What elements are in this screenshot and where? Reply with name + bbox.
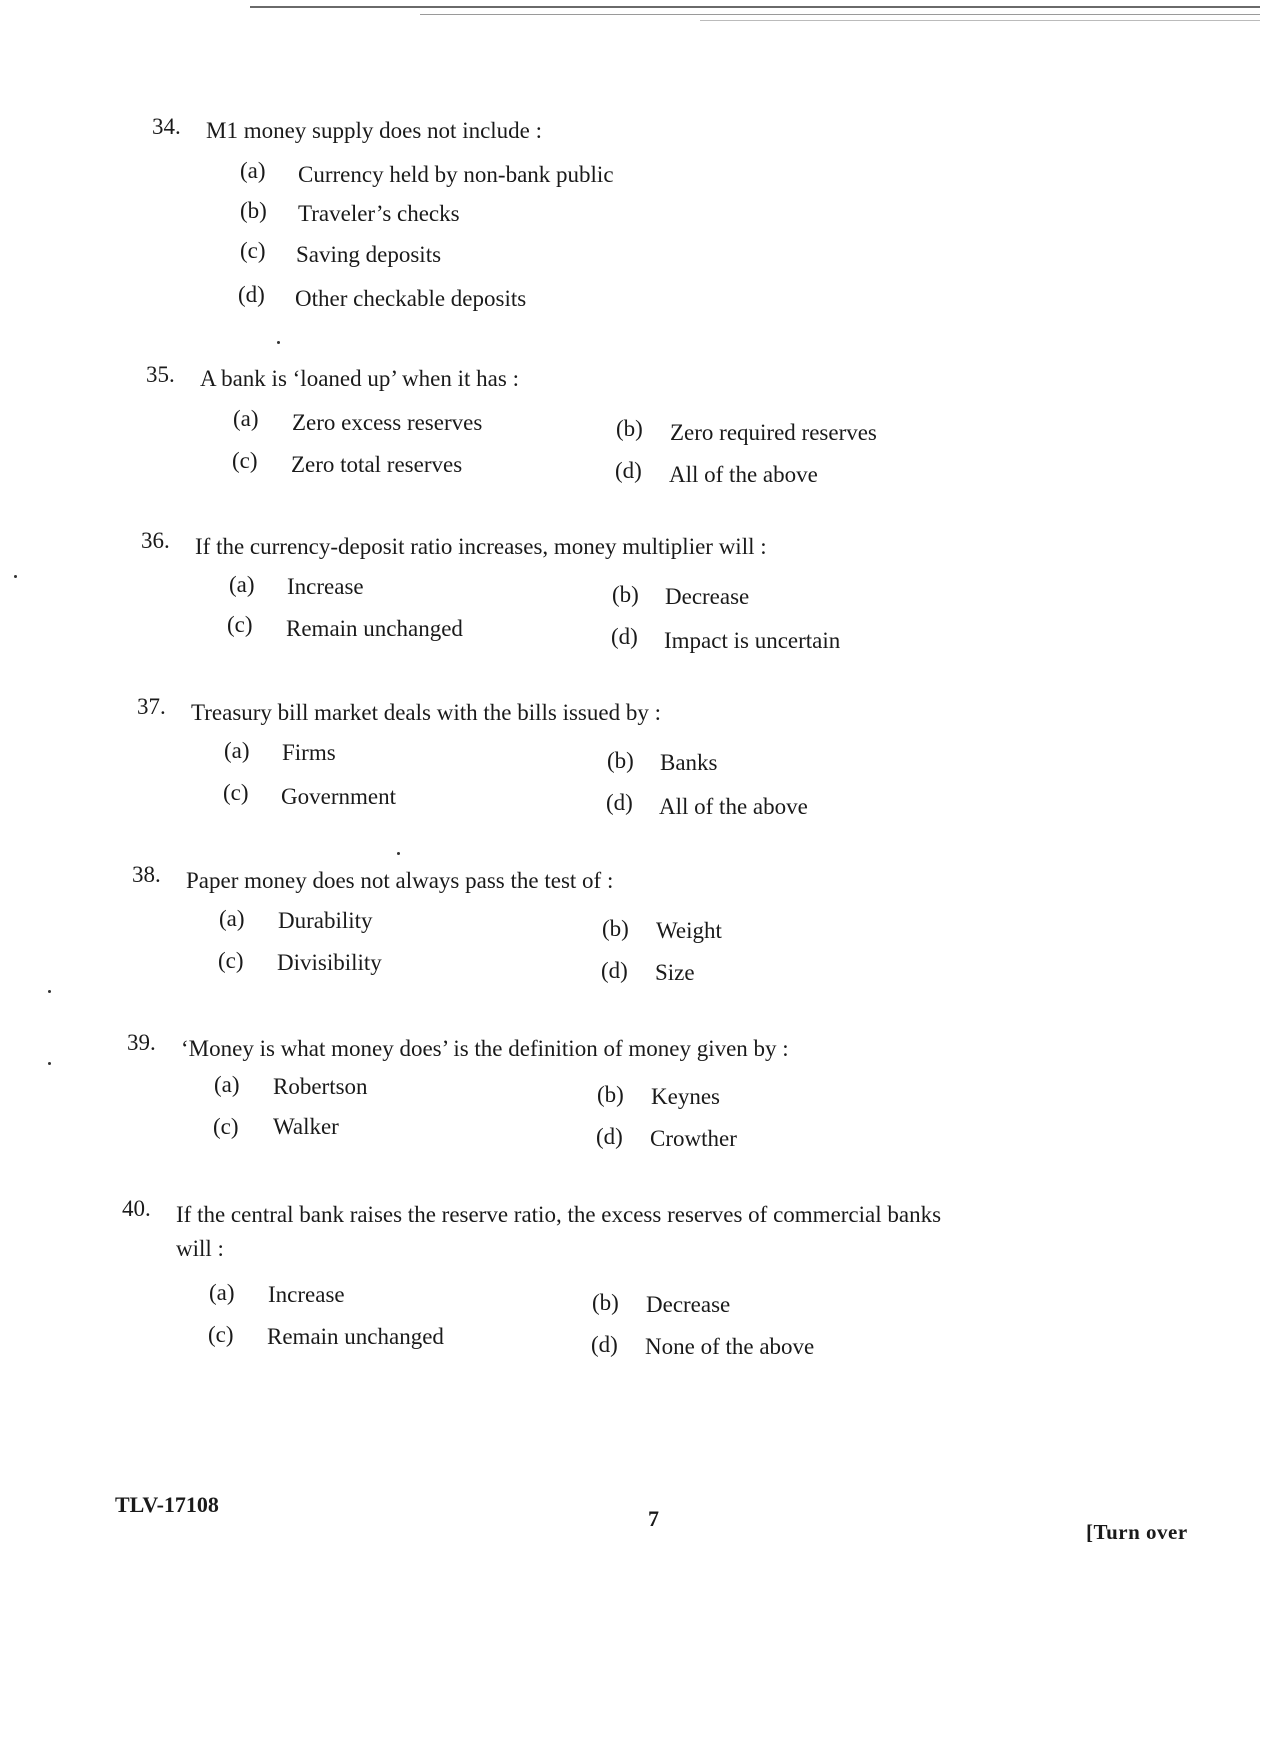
option-letter: (a): [214, 1072, 240, 1097]
option-letter: (d): [596, 1124, 623, 1149]
option-text: Durability: [278, 908, 373, 933]
question-number: 39.: [127, 1030, 156, 1055]
question-number: 37.: [137, 694, 166, 719]
option-letter: (b): [612, 582, 639, 607]
turn-over-note: [Turn over: [1086, 1520, 1188, 1544]
option-letter: (a): [224, 738, 250, 763]
option-text: Keynes: [651, 1084, 720, 1109]
header-rule: [420, 14, 1260, 15]
option-letter: (b): [597, 1082, 624, 1107]
option-letter: (a): [229, 572, 255, 597]
option-text: Firms: [282, 740, 336, 765]
option-text: All of the above: [659, 794, 808, 819]
option-text: Weight: [656, 918, 722, 943]
option-letter: (c): [232, 448, 258, 473]
question-text: Treasury bill market deals with the bills issued by :: [191, 700, 661, 725]
option-letter: (b): [616, 416, 643, 441]
question-text-continued: will :: [176, 1236, 224, 1261]
option-letter: (d): [615, 458, 642, 483]
option-text: Increase: [287, 574, 364, 599]
option-text: Impact is uncertain: [664, 628, 841, 653]
option-text: Walker: [273, 1114, 339, 1139]
option-letter: (c): [240, 238, 266, 263]
option-letter: (d): [611, 624, 638, 649]
scan-speck: [277, 341, 280, 344]
option-letter: (b): [602, 916, 629, 941]
question-text: If the central bank raises the reserve ratio, the excess reserves of commercial banks: [176, 1202, 942, 1227]
option-text: Banks: [660, 750, 718, 775]
question-text: ‘Money is what money does’ is the definition of money given by :: [181, 1036, 789, 1061]
question-text: If the currency-deposit ratio increases, money multiplier will :: [195, 534, 767, 559]
header-rule: [250, 6, 1260, 8]
option-text: Currency held by non-bank public: [298, 162, 614, 187]
question-number: 34.: [152, 114, 181, 139]
option-text: None of the above: [645, 1334, 815, 1359]
option-letter: (d): [238, 282, 265, 307]
option-letter: (d): [606, 790, 633, 815]
scan-speck: [397, 852, 400, 855]
question-text: M1 money supply does not include :: [206, 118, 543, 143]
option-text: Decrease: [646, 1292, 731, 1317]
option-letter: (c): [208, 1322, 234, 1347]
question-text: A bank is ‘loaned up’ when it has :: [200, 366, 519, 391]
question-number: 40.: [122, 1196, 151, 1221]
option-letter: (a): [219, 906, 245, 931]
option-text: Remain unchanged: [267, 1324, 444, 1349]
option-letter: (b): [592, 1290, 619, 1315]
option-letter: (a): [240, 158, 266, 183]
option-text: Remain unchanged: [286, 616, 463, 641]
option-letter: (c): [213, 1114, 239, 1139]
option-text: Zero total reserves: [291, 452, 463, 477]
option-text: Government: [281, 784, 396, 809]
option-letter: (c): [227, 612, 253, 637]
question-number: 35.: [146, 362, 175, 387]
paper-code: TLV-17108: [115, 1492, 219, 1517]
option-letter: (c): [223, 780, 249, 805]
scan-speck: [48, 990, 51, 993]
scan-speck: [14, 575, 17, 578]
option-letter: (b): [240, 198, 267, 223]
option-letter: (c): [218, 948, 244, 973]
option-text: Traveler’s checks: [298, 201, 460, 226]
option-text: Crowther: [650, 1126, 737, 1151]
header-rule: [700, 20, 1260, 21]
question-number: 38.: [132, 862, 161, 887]
option-letter: (d): [601, 958, 628, 983]
question-number: 36.: [141, 528, 170, 553]
option-text: Decrease: [665, 584, 750, 609]
option-text: Saving deposits: [296, 242, 442, 267]
option-text: Zero excess reserves: [292, 410, 483, 435]
option-letter: (a): [233, 406, 259, 431]
question-text: Paper money does not always pass the test of :: [186, 868, 614, 893]
option-text: Size: [655, 960, 695, 985]
option-letter: (b): [607, 748, 634, 773]
option-letter: (a): [209, 1280, 235, 1305]
option-text: Divisibility: [277, 950, 382, 975]
scan-speck: [48, 1062, 51, 1065]
option-text: Other checkable deposits: [295, 286, 527, 311]
option-text: Zero required reserves: [670, 420, 877, 445]
option-text: Robertson: [273, 1074, 368, 1099]
option-text: Increase: [268, 1282, 345, 1307]
page-number: 7: [648, 1506, 659, 1531]
option-letter: (d): [591, 1332, 618, 1357]
option-text: All of the above: [669, 462, 818, 487]
